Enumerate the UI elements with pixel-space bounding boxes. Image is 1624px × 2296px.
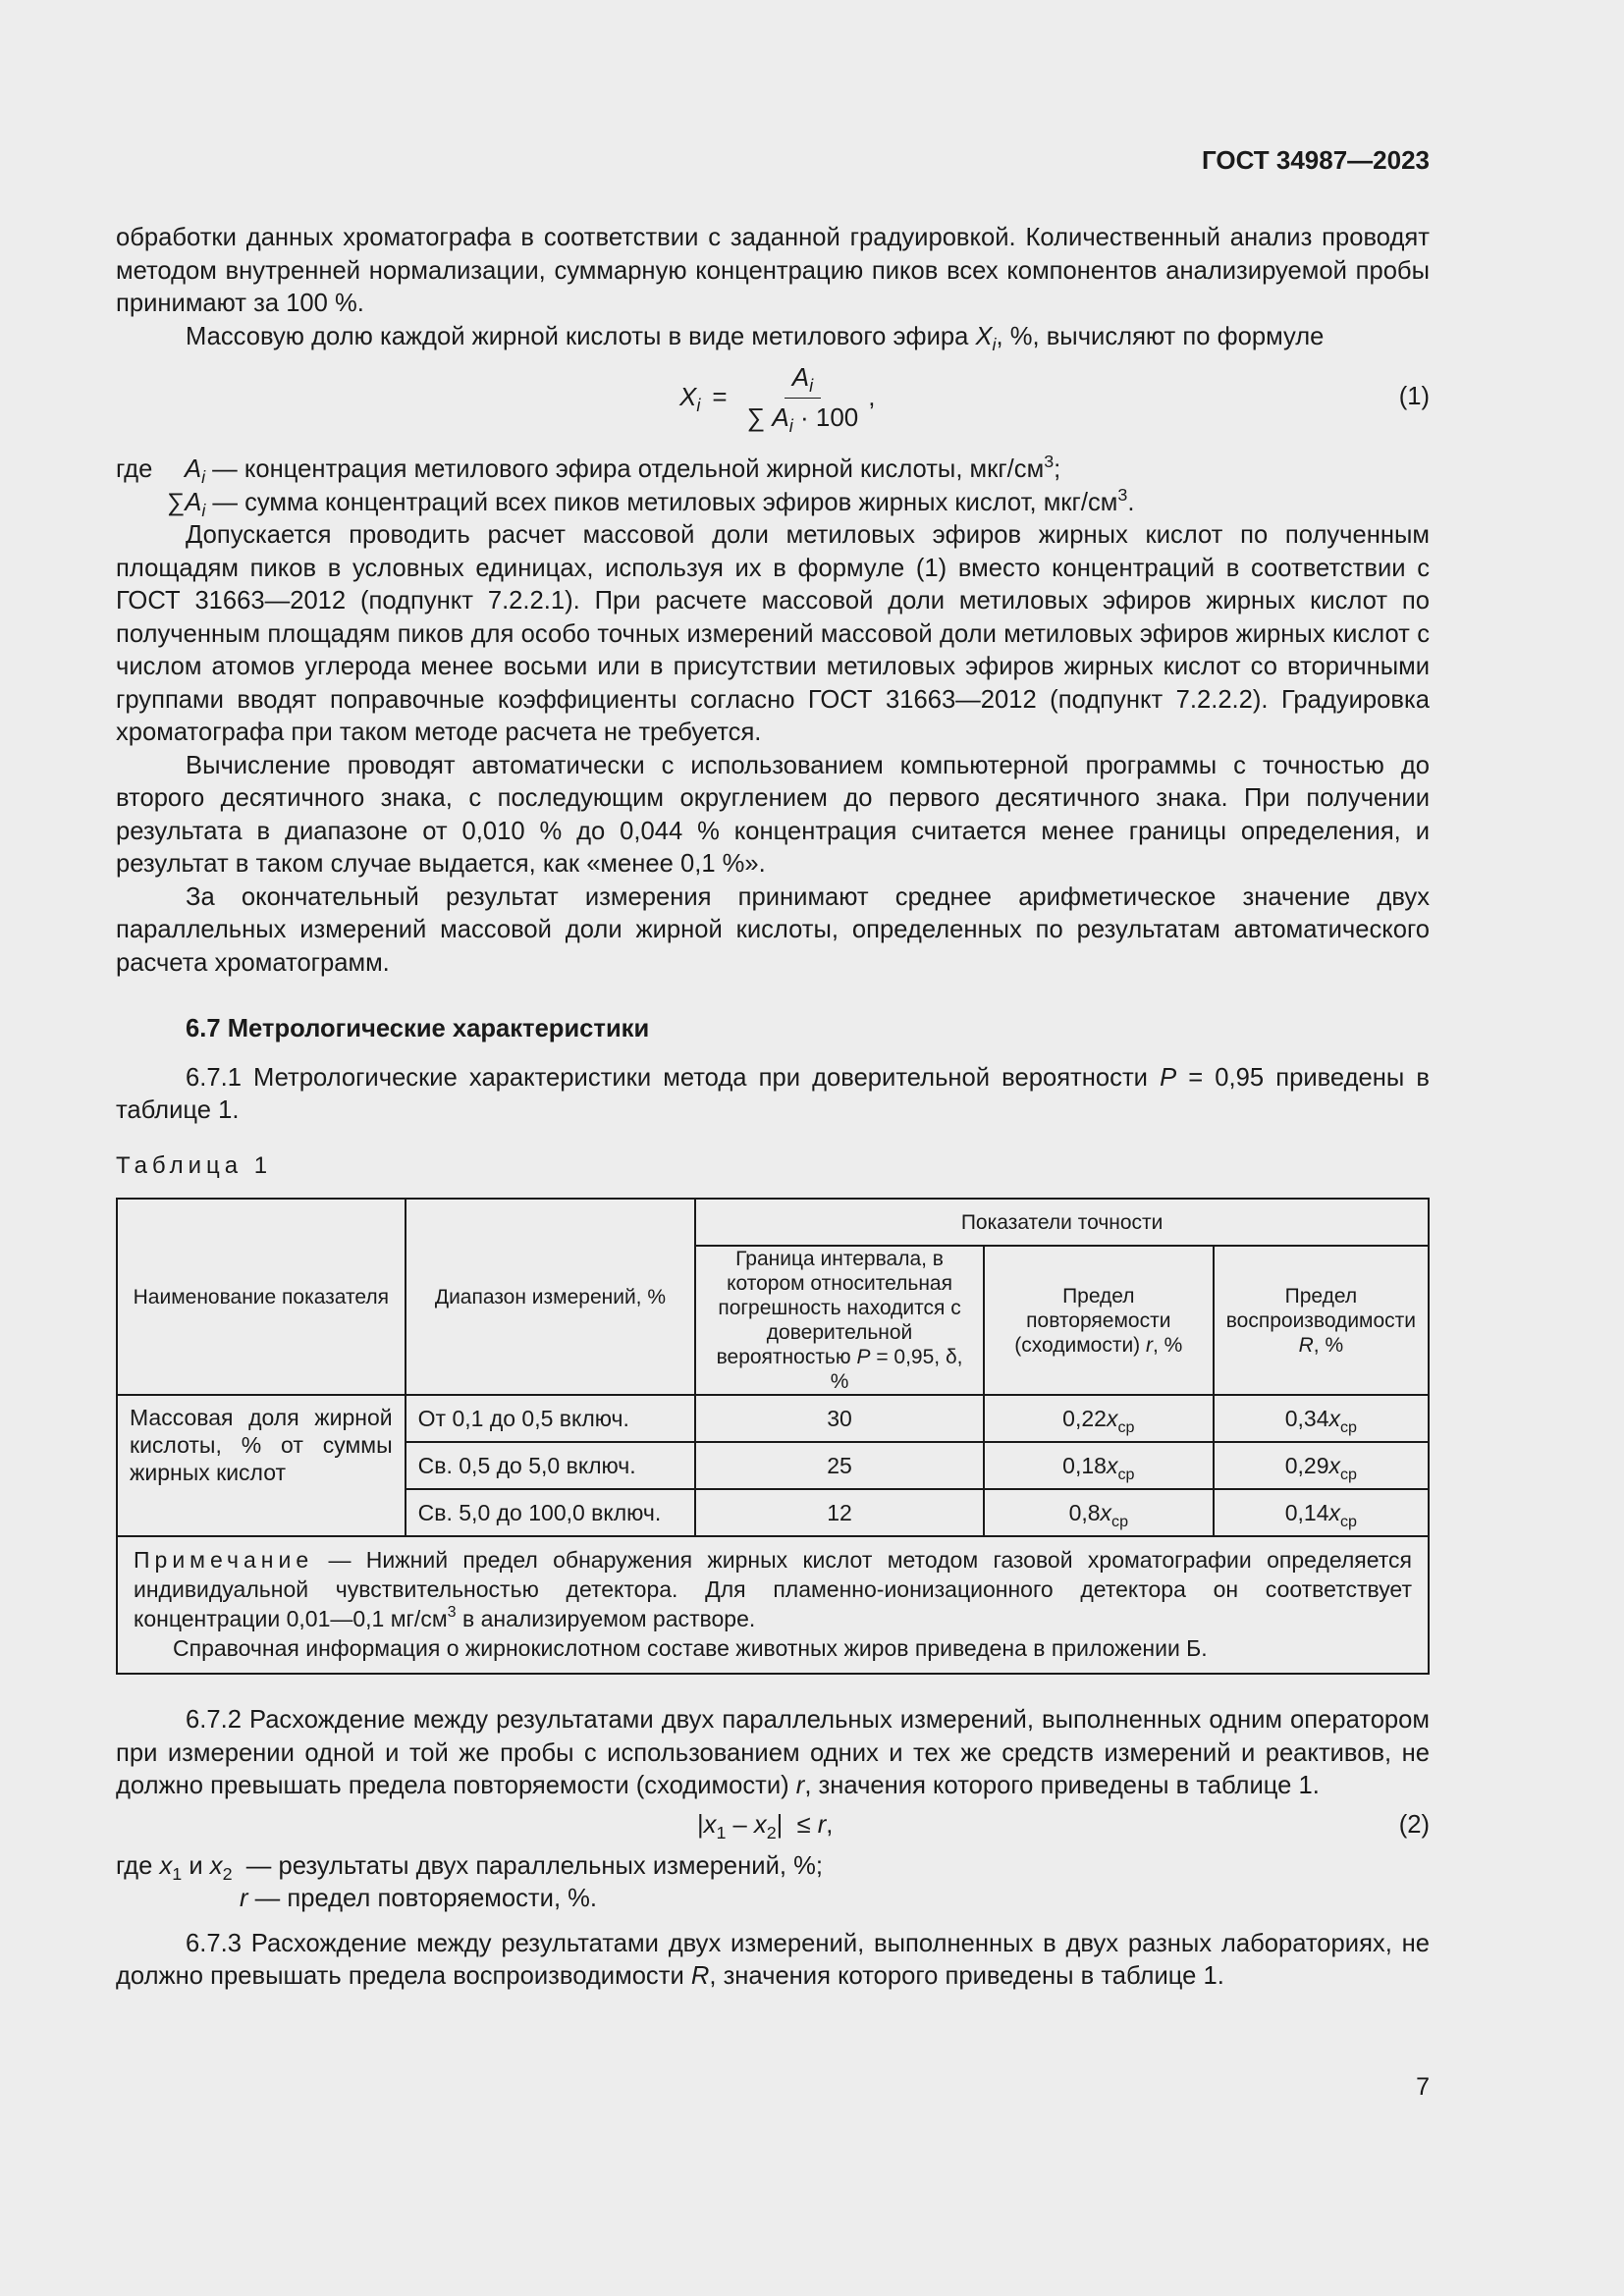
page-number: 7 [1416, 2073, 1430, 2101]
table-note [117, 1536, 1429, 1674]
header-repeatability: Предел повторяемости (сходимости) r, % [984, 1246, 1214, 1395]
where-definition-r: r — предел повторяемости, %. [240, 1885, 598, 1912]
fraction: $\frac{A_i}{\sum A_i \cdot 100}$ [746, 362, 859, 436]
where-definition-a: где $A_i$ — концентрация метилового эфира отдельной жирной кислоты, мкг/$см^3$; [116, 452, 1061, 487]
range-cell: Св. 0,5 до 5,0 включ. [406, 1442, 696, 1489]
document-id: ГОСТ 34987—2023 [1202, 145, 1430, 175]
repeatability-cell: $0,22x_{ср}$ [984, 1395, 1214, 1442]
paragraph-formula-intro: Массовую долю каждой жирной кислоты в виде метилового эфира $X_i$, %, вычисляют по формуле [186, 322, 1325, 354]
reproducibility-cell: $0,14x_{ср}$ [1214, 1489, 1429, 1536]
paragraph: обработки данных хроматографа в соответствии с заданной градуировкой. Количественный анализ проводят методом внутренней нормализации, суммарную концентрацию пиков всех компонентов анализируемой пробы принимают за 100 %. [116, 224, 1430, 317]
paragraph-672: 6.7.2 Расхождение между результатами двух параллельных измерений, выполненных одним оператором при измерении одной и той же пробы с использованием одних и тех же средств измерений и реактивов, не должно превышать предела повторяемости (сходимости) r, значения которого приведены в таблице 1. [116, 1706, 1430, 1799]
repeatability-cell: $0,18x_{ср}$ [984, 1442, 1214, 1489]
indicator-name: Массовая доля жирной кислоты, % от суммы жирных кислот [117, 1395, 406, 1536]
table-title: Таблица 1 [116, 1151, 273, 1179]
reproducibility-cell: $0,29x_{ср}$ [1214, 1442, 1429, 1489]
paragraph: Вычисление проводят автоматически с использованием компьютерной программы с точностью до второго десятичного знака, с последующим округлением до первого десятичного знака. При получении результата в диапазоне от 0,010 % до 0,044 % концентрация считается менее границы определения, и результат в таком случае выдается, как «менее 0,1 %». [116, 751, 1430, 878]
header-bound: Граница интервала, в котором относительная погрешность находится с доверительной вероятностью P = 0,95, δ, % [695, 1246, 984, 1395]
metrology-table [116, 1198, 1430, 1675]
range-cell: От 0,1 до 0,5 включ. [406, 1395, 696, 1442]
note-text: Примечание — Нижний предел обнаружения жирных кислот методом газовой хроматографии определяется индивидуальной чувствительностью детектора. Для пламенно-ионизационного детектора он соответствует концентрации 0,01—0,1 $мг/см^3$ в анализируемом растворе. [134, 1547, 1412, 1631]
paragraph-673: 6.7.3 Расхождение между результатами двух измерений, выполненных в двух разных лабораториях, не должно превышать предела воспроизводимости R, значения которого приведены в таблице 1. [116, 1929, 1430, 1990]
where-definition-sum: $\sum A_i$ — сумма концентраций всех пиков метиловых эфиров жирных кислот, мкг/$см^3$. [167, 484, 1135, 520]
formula-1: $X_i$ = $\frac{A_i}{\sum A_i \cdot 100}$ , (1) [679, 362, 1430, 436]
paragraph: За окончательный результат измерения принимают среднее арифметическое значение двух параллельных измерений массовой доли жирной кислоты, определенных по результатам автоматического расчета хроматограмм. [116, 882, 1430, 977]
header-name: Наименование показателя [117, 1199, 406, 1395]
paragraph: Допускается проводить расчет массовой доли метиловых эфиров жирных кислот по полученным площадям пиков в условных единицах, используя их в формуле (1) вместо концентраций в соответствии с ГОСТ 31663—2012 (подпункт 7.2.2.1). При расчете массовой доли метиловых эфиров жирных кислот по полученным площадям пиков для особо точных измерений массовой доли метиловых эфиров жирных кислот с числом атомов углерода менее восьми или в присутствии метиловых эфиров жирных кислот со вторичными группами вводят поправочные коэффициенты согласно ГОСТ 31663—2012 (подпункт 7.2.2.2). Градуировка хроматографа при таком методе расчета не требуется. [116, 521, 1430, 746]
note-reference: Справочная информация о жирнокислотном составе животных жиров приведена в приложении Б. [173, 1635, 1208, 1661]
range-cell: Св. 5,0 до 100,0 включ. [406, 1489, 696, 1536]
table-note-row [117, 1536, 1429, 1674]
header-accuracy: Показатели точности [695, 1199, 1429, 1246]
equation-number: (2) [1398, 1810, 1430, 1839]
table-row [117, 1395, 1429, 1442]
reproducibility-cell: $0,34x_{ср}$ [1214, 1395, 1429, 1442]
equation-number: (1) [1398, 383, 1430, 410]
delta-cell: 12 [695, 1489, 984, 1536]
delta-cell: 25 [695, 1442, 984, 1489]
paragraph-671: 6.7.1 Метрологические характеристики метода при доверительной вероятности P = 0,95 приведены в таблице 1. [116, 1063, 1430, 1124]
section-heading: 6.7 Метрологические характеристики [186, 1015, 650, 1042]
header-range: Диапазон измерений, % [406, 1199, 696, 1395]
header-reproducibility: Предел воспроизводимости R, % [1214, 1246, 1429, 1395]
delta-cell: 30 [695, 1395, 984, 1442]
formula-2: $|x_1 - x_2| \le r$, (2) [697, 1810, 1430, 1842]
page-content [116, 222, 1430, 1994]
where-definition-x: где $x_1$ и $x_2$ — результаты двух параллельных измерений, %; [116, 1851, 823, 1884]
repeatability-cell: $0,8x_{ср}$ [984, 1489, 1214, 1536]
